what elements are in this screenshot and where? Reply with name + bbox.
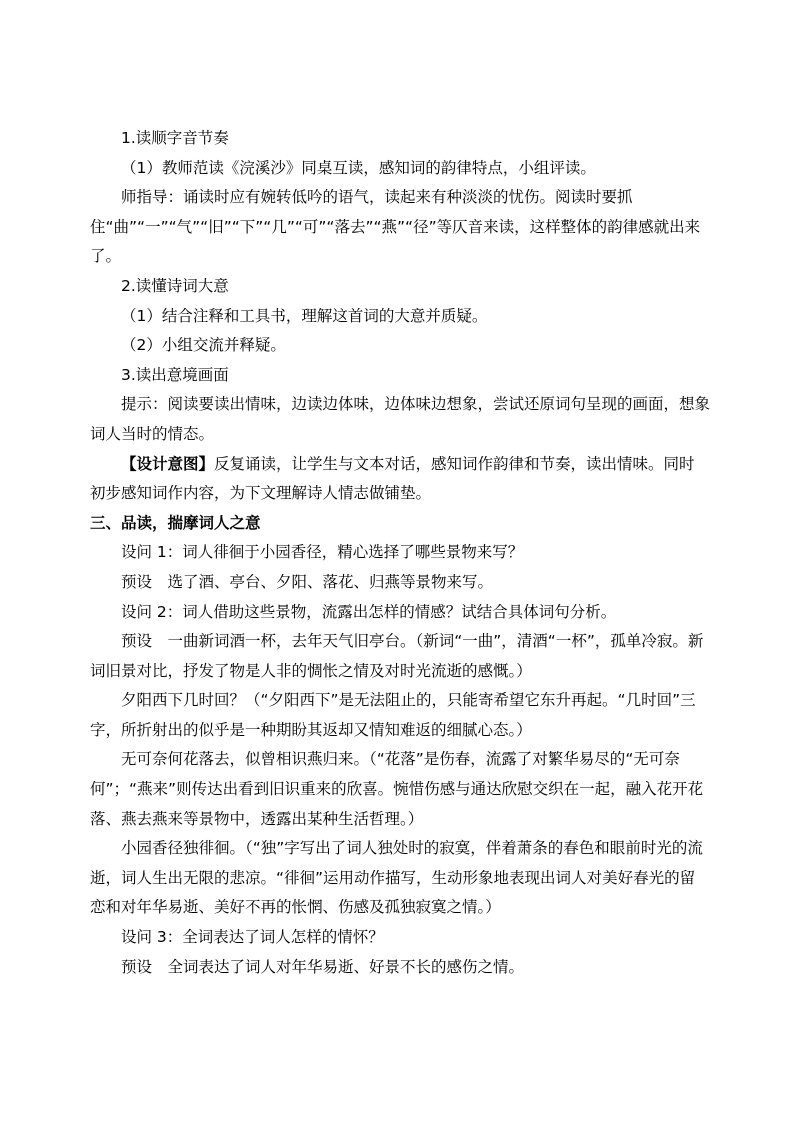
- paragraph: 预设 一曲新词酒一杯，去年天气旧亭台。（新词“一曲”，清酒“一杯”，孤单冷寂。新词旧景对比，抒发了物是人非的惆怅之情及对时光流逝的感慨。）: [90, 632, 704, 680]
- paragraph: 夕阳西下几时回？（“夕阳西下”是无法阻止的，只能寄希望它东升再起。“几时回”三字，所折射出的似乎是一种期盼其返却又情知难返的细腻心态。）: [90, 691, 696, 739]
- paragraph: 小园香径独徘徊。（“独”字写出了词人独处时的寂寞，伴着萧条的春色和眼前时光的流逝，词人生出无限的悲凉。“徘徊”运用动作描写，生动形象地表现出词人对美好春光的留恋和对年华易逝、美好不再的怅惘、伤感及孤独寂寞之情。）: [90, 839, 703, 917]
- paragraph: （1）教师范读《浣溪沙》同桌互读，感知词的韵律特点，小组评读。: [121, 158, 596, 177]
- paragraph: 设问 3：全词表达了词人怎样的情怀？: [121, 928, 384, 947]
- paragraph: 设问 1：词人徘徊于小园香径，精心选择了哪些景物来写？: [121, 543, 524, 562]
- document-body: [90, 124, 710, 982]
- paragraph: 2.读懂诗词大意: [121, 276, 229, 295]
- design-intent-text: 反复诵读，让学生与文本对话，感知词作韵律和节奏，读出情味。同时初步感知词作内容，为下文理解诗人情志做铺垫。: [90, 454, 695, 503]
- design-intent-paragraph: [90, 450, 710, 509]
- section-heading: 三、品读，揣摩词人之意: [90, 513, 261, 532]
- paragraph: （2）小组交流并释疑。: [121, 336, 286, 355]
- paragraph: 无可奈何花落去，似曾相识燕归来。（“花落”是伤春，流露了对繁华易尽的“无可奈何”；“燕来”则传达出看到旧识重来的欣喜。惋惜伤感与通达欣慰交织在一起，融入花开花落、燕去燕来等景物中，透露出某种生活哲理。）: [90, 750, 704, 828]
- paragraph: 预设 全词表达了词人对年华易逝、好景不长的感伤之情。: [121, 957, 525, 976]
- paragraph: 师指导：诵读时应有婉转低吟的语气，读起来有种淡淡的忧伤。阅读时要抓住“曲”“一”“气”“旧”“下”“几”“可”“落去”“燕”“径”等仄音来读，这样整体的韵律感就出来了。: [90, 188, 701, 266]
- paragraph: 预设 选了酒、亭台、夕阳、落花、归燕等景物来写。: [121, 572, 494, 591]
- paragraph: 提示：阅读要读出情味，边读边体味，边体味边想象，尝试还原词句呈现的画面，想象词人当时的情态。: [90, 395, 711, 443]
- paragraph: 1.读顺字音节奏: [121, 129, 229, 147]
- design-intent-tag: 【设计意图】: [121, 454, 215, 473]
- paragraph: 设问 2：词人借助这些景物，流露出怎样的情感？试结合具体词句分析。: [121, 602, 617, 621]
- paragraph: （1）结合注释和工具书，理解这首词的大意并质疑。: [121, 306, 488, 325]
- paragraph: 3.读出意境画面: [121, 365, 229, 384]
